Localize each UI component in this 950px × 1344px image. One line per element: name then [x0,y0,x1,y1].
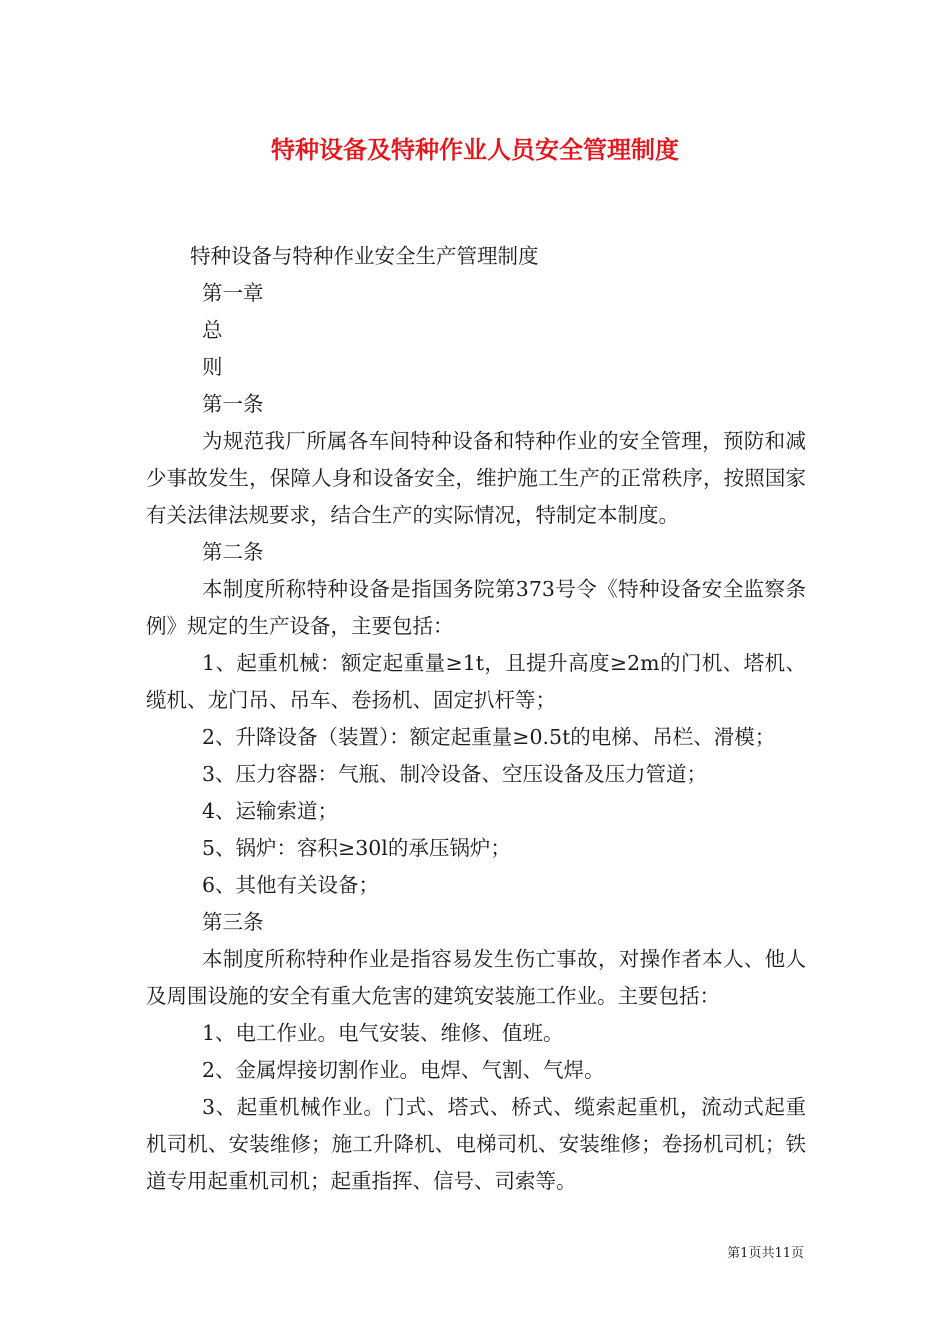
article-3-intro: 本制度所称特种作业是指容易发生伤亡事故，对操作者本人、他人及周围设施的安全有重大危害的建筑安装施工作业。主要包括： [146,947,806,1008]
article-2-item-5: 5、锅炉：容积≥30l的承压锅炉； [202,836,511,860]
article-3-item-3: 3、起重机械作业。门式、塔式、桥式、缆索起重机，流动式起重机司机、安装维修；施工升降机、电梯司机、安装维修；卷扬机司机；铁道专用起重机司机；起重指挥、信号、司索等。 [146,1095,806,1193]
article-2-intro: 本制度所称特种设备是指国务院第373号令《特种设备安全监察条例》规定的生产设备，主要包括： [146,577,806,638]
document-title: 特种设备及特种作业人员安全管理制度 [271,135,679,164]
article-3-item-1: 1、电工作业。电气安装、维修、值班。 [202,1021,564,1045]
article-2-item-2: 2、升降设备（装置）：额定起重量≥0.5t的电梯、吊栏、滑模； [202,725,776,749]
article-3-heading: 第三条 [202,910,264,934]
article-2-item-1: 1、起重机械：额定起重量≥1t，且提升高度≥2m的门机、塔机、缆机、龙门吊、吊车、卷扬机、固定扒杆等； [146,651,806,712]
document-body [146,238,806,1200]
article-2-item-3: 3、压力容器：气瓶、制冷设备、空压设备及压力管道； [202,762,708,786]
document-subtitle: 特种设备与特种作业安全生产管理制度 [190,244,539,268]
chapter-heading: 第一章 [202,281,264,305]
chapter-name-char-1: 总 [202,318,223,342]
article-2-item-6: 6、其他有关设备； [202,873,380,897]
chapter-name-char-2: 则 [202,355,223,379]
page-number: 第1页共11页 [727,1246,804,1261]
article-1-heading: 第一条 [202,392,264,416]
article-3-item-2: 2、金属焊接切割作业。电焊、气割、气焊。 [202,1058,605,1082]
article-1-paragraph: 为规范我厂所属各车间特种设备和特种作业的安全管理，预防和减少事故发生，保障人身和设备安全，维护施工生产的正常秩序，按照国家有关法律法规要求，结合生产的实际情况，特制定本制度。 [146,429,806,527]
article-2-heading: 第二条 [202,540,264,564]
article-2-item-4: 4、运输索道； [202,799,339,823]
